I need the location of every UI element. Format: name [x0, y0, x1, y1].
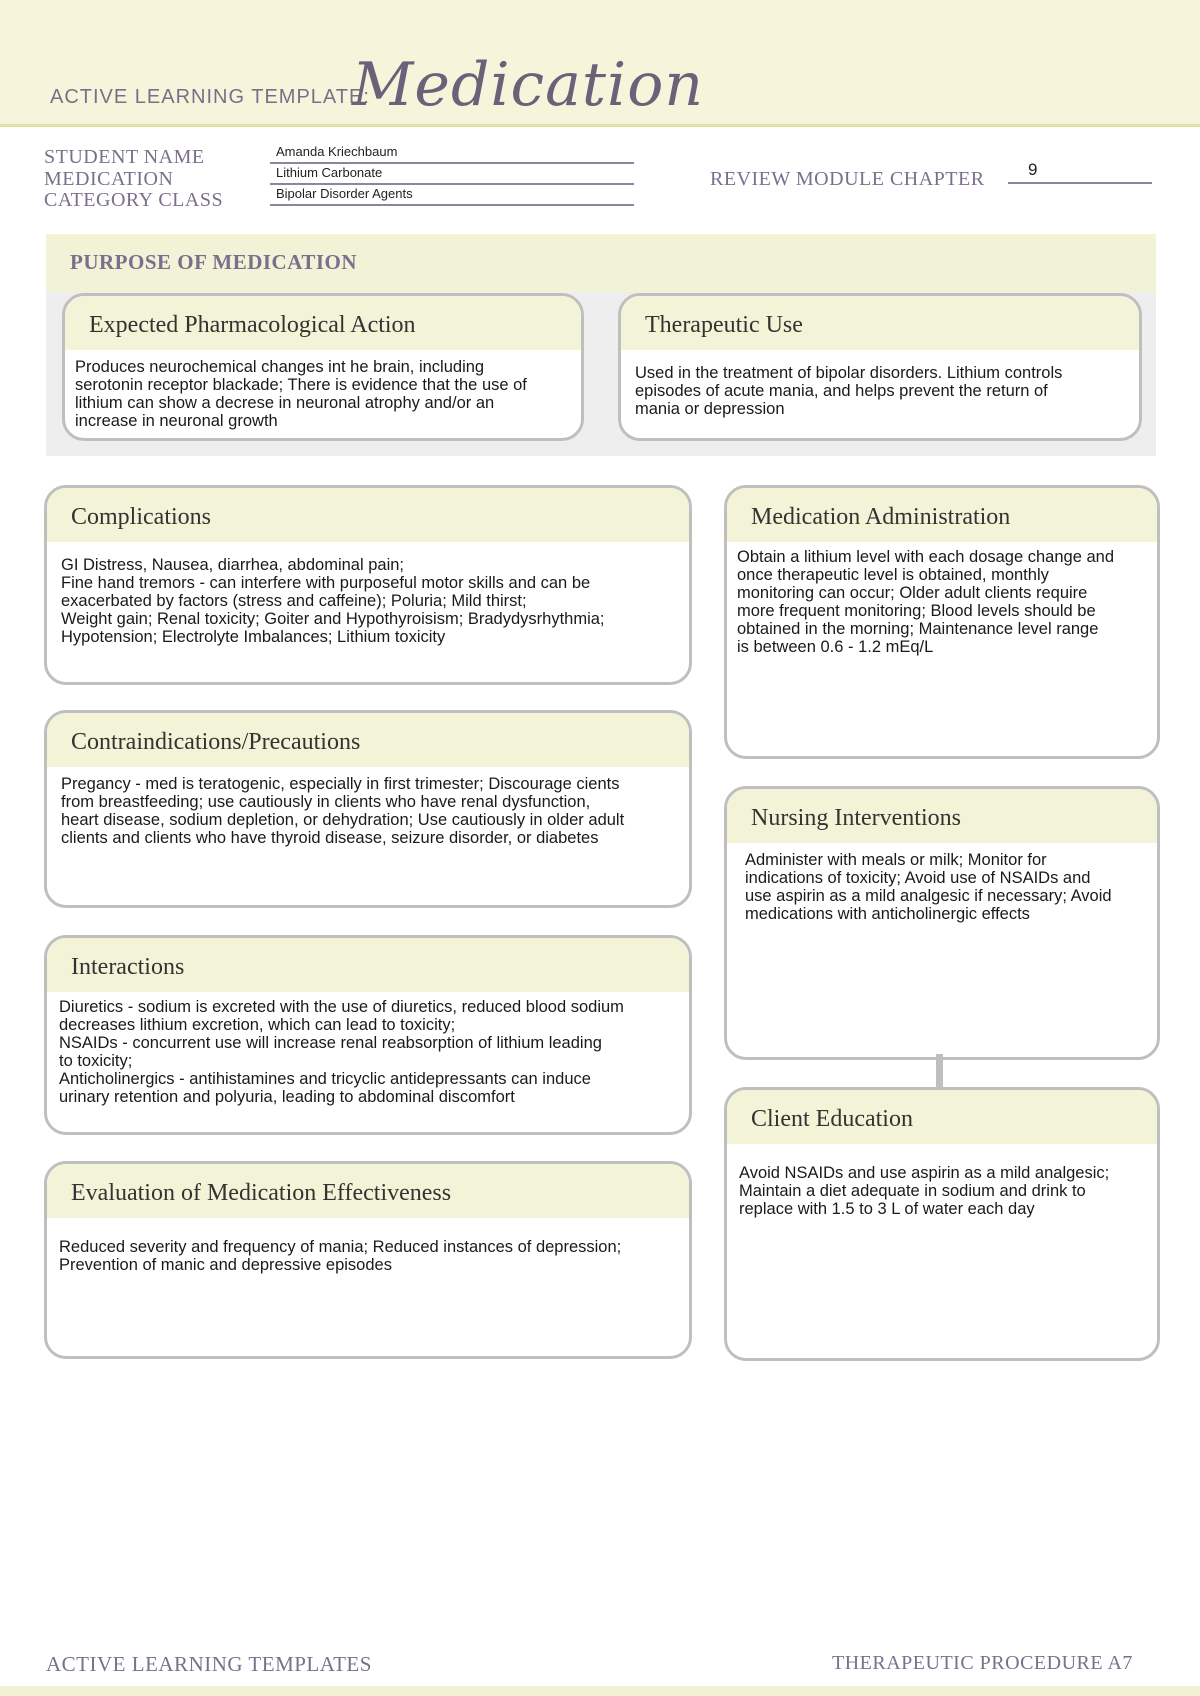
nursing-interventions-box[interactable]	[724, 786, 1160, 1060]
complications-header	[47, 488, 689, 542]
category-class-field[interactable]	[270, 184, 634, 206]
pharmacological-action-title: Expected Pharmacological Action	[89, 312, 416, 338]
medication-value: Lithium Carbonate	[276, 165, 383, 180]
footer-right-label: THERAPEUTIC PROCEDURE A7	[832, 1652, 1133, 1674]
medication-administration-box[interactable]	[724, 485, 1160, 759]
therapeutic-use-header	[621, 296, 1139, 350]
review-module-chapter-label: REVIEW MODULE CHAPTER	[710, 168, 985, 190]
complications-title: Complications	[71, 504, 211, 530]
complications-box[interactable]	[44, 485, 692, 685]
evaluation-header	[47, 1164, 689, 1218]
purpose-header	[46, 234, 1156, 292]
interactions-header	[47, 938, 689, 992]
interactions-text: Diuretics - sodium is excreted with the use of diuretics, reduced blood sodium decreases lithium excretion, which can lead to toxicity; NSAIDs - concurrent use will increase renal reabsorption of lithium leading to toxicity; Anticholinergics - antihistamines and tricyclic antidepressants can induce urinary retention and polyuria, leading to abdominal discomfort	[59, 998, 624, 1106]
footer-left-label: ACTIVE LEARNING TEMPLATES	[46, 1652, 372, 1676]
evaluation-title: Evaluation of Medication Effectiveness	[71, 1180, 452, 1206]
nursing-interventions-header	[727, 789, 1157, 843]
category-class-label: CATEGORY CLASS	[44, 189, 224, 211]
contraindications-text: Pregancy - med is teratogenic, especially in first trimester; Discourage cients from breastfeeding; use cautiously in clients who have renal dysfunction, heart disease, sodium depletion, or dehydration; Use cautiously in older adult clients and clients who have thyroid disease, seizure disorder, or diabetes	[61, 775, 625, 847]
nursing-interventions-title: Nursing Interventions	[751, 805, 961, 831]
contraindications-header	[47, 713, 689, 767]
pharmacological-action-text: Produces neurochemical changes int he brain, including serotonin receptor blackade; There is evidence that the use of lithium can show a decrese in neuronal atrophy and/or an increase in neuronal growth	[75, 358, 527, 430]
evaluation-text: Reduced severity and frequency of mania; Reduced instances of depression; Prevention of manic and depressive episodes	[59, 1238, 622, 1274]
category-class-value: Bipolar Disorder Agents	[276, 186, 413, 201]
student-name-label: STUDENT NAME	[44, 146, 205, 168]
medication-administration-header	[727, 488, 1157, 542]
client-education-header	[727, 1090, 1157, 1144]
interactions-title: Interactions	[71, 954, 185, 980]
student-name-value: Amanda Kriechbaum	[276, 144, 398, 159]
review-module-chapter-field[interactable]	[1008, 160, 1152, 184]
pharmacological-action-box[interactable]	[62, 293, 584, 441]
footer-band	[0, 1686, 1200, 1696]
medication-field[interactable]	[270, 163, 634, 185]
medication-label: MEDICATION	[44, 168, 174, 190]
medication-administration-text: Obtain a lithium level with each dosage change and once therapeutic level is obtained, monthly monitoring can occur; Older adult clients require more frequent monitoring; Blood levels should be obtained in the morning; Maintenance level range is between 0.6 - 1.2 mEq/L	[737, 548, 1114, 656]
evaluation-box[interactable]	[44, 1161, 692, 1359]
review-module-chapter-value: 9	[1028, 160, 1038, 179]
therapeutic-use-text: Used in the treatment of bipolar disorders. Lithium controls episodes of acute mania, and helps prevent the return of mania or depression	[635, 364, 1063, 418]
student-name-field[interactable]	[270, 142, 634, 164]
complications-text: GI Distress, Nausea, diarrhea, abdominal pain; Fine hand tremors - can interfere with purposeful motor skills and can be exacerbated by factors (stress and caffeine); Poluria; Mild thirst; Weight gain; Renal toxicity; Goiter and Hypothyroisism; Bradydysrhythmia; Hypotension; Electrolyte Imbalances; Lithium toxicity	[61, 556, 605, 646]
interactions-box[interactable]	[44, 935, 692, 1135]
template-title: Medication	[352, 50, 704, 120]
client-education-box[interactable]	[724, 1087, 1160, 1361]
box-connector	[936, 1054, 943, 1088]
contraindications-box[interactable]	[44, 710, 692, 908]
therapeutic-use-title: Therapeutic Use	[645, 312, 803, 338]
medication-administration-title: Medication Administration	[751, 504, 1011, 530]
purpose-title: PURPOSE OF MEDICATION	[70, 250, 358, 274]
client-education-text: Avoid NSAIDs and use aspirin as a mild analgesic; Maintain a diet adequate in sodium and drink to replace with 1.5 to 3 L of water each day	[739, 1164, 1110, 1218]
pharmacological-action-header	[65, 296, 581, 350]
template-label: ACTIVE LEARNING TEMPLATE:	[50, 86, 370, 108]
contraindications-title: Contraindications/Precautions	[71, 729, 361, 755]
therapeutic-use-box[interactable]	[618, 293, 1142, 441]
nursing-interventions-text: Administer with meals or milk; Monitor for indications of toxicity; Avoid use of NSAIDs and use aspirin as a mild analgesic if necessary; Avoid medications with anticholinergic effects	[745, 851, 1112, 923]
client-education-title: Client Education	[751, 1106, 913, 1132]
